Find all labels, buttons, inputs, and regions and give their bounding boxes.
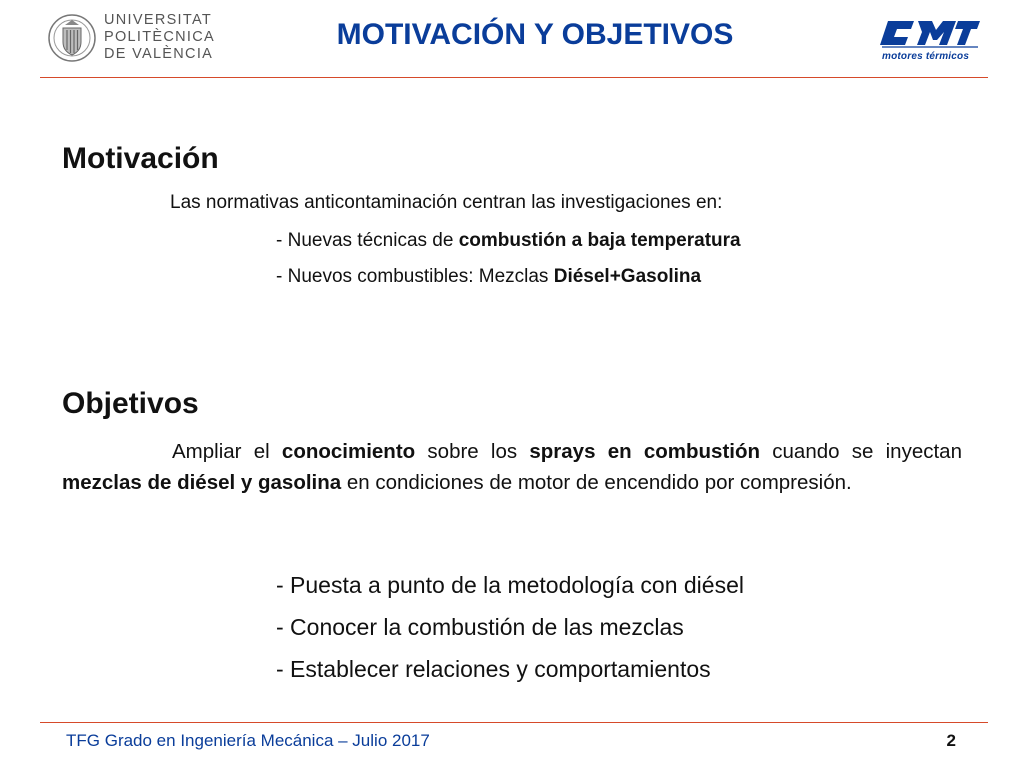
paragraph-text: sobre los [415, 440, 530, 463]
paragraph-text: Ampliar el [172, 440, 282, 463]
objetivos-heading: Objetivos [62, 387, 199, 420]
paragraph-text: cuando se inyectan [760, 440, 962, 463]
university-logo [48, 10, 223, 70]
motivacion-item-text: - Nuevas técnicas de [276, 230, 459, 251]
objetivos-item: - Conocer la combustión de las mezclas [276, 614, 684, 640]
motivacion-item [276, 230, 741, 252]
university-line-1: UNIVERSITAT [104, 12, 213, 28]
university-line-2: POLITÈCNICA [104, 29, 215, 45]
motivacion-item [276, 266, 701, 288]
footer-text: TFG Grado en Ingeniería Mecánica – Julio 2017 [66, 731, 430, 750]
university-line-3: DE VALÈNCIA [104, 46, 214, 62]
cmt-logo-icon [880, 18, 980, 48]
header-divider [40, 77, 988, 78]
objetivos-item: - Puesta a punto de la metodología con diésel [276, 572, 744, 598]
motivacion-intro: Las normativas anticontaminación centran las investigaciones en: [170, 192, 723, 213]
slide-title: MOTIVACIÓN Y OBJETIVOS [336, 18, 734, 51]
motivacion-heading: Motivación [62, 142, 219, 175]
motivacion-item-text: - Nuevos combustibles: Mezclas [276, 266, 554, 287]
paragraph-text: en condiciones de motor de encendido por compresión. [341, 471, 852, 494]
paragraph-bold: mezclas de diésel y gasolina [62, 471, 342, 494]
university-name [104, 12, 215, 63]
university-shield-icon [48, 12, 96, 64]
paragraph-bold: sprays en combustión [529, 440, 761, 463]
motivacion-item-bold: combustión a baja temperatura [458, 230, 741, 251]
objetivos-item: - Establecer relaciones y comportamientos [276, 656, 711, 682]
footer-divider [40, 722, 988, 723]
paragraph-bold: conocimiento [281, 440, 416, 463]
page-number: 2 [946, 731, 956, 750]
cmt-subtitle: motores térmicos [882, 51, 970, 62]
motivacion-item-bold: Diésel+Gasolina [553, 266, 702, 287]
objetivos-paragraph [62, 436, 962, 498]
cmt-logo [880, 18, 980, 68]
